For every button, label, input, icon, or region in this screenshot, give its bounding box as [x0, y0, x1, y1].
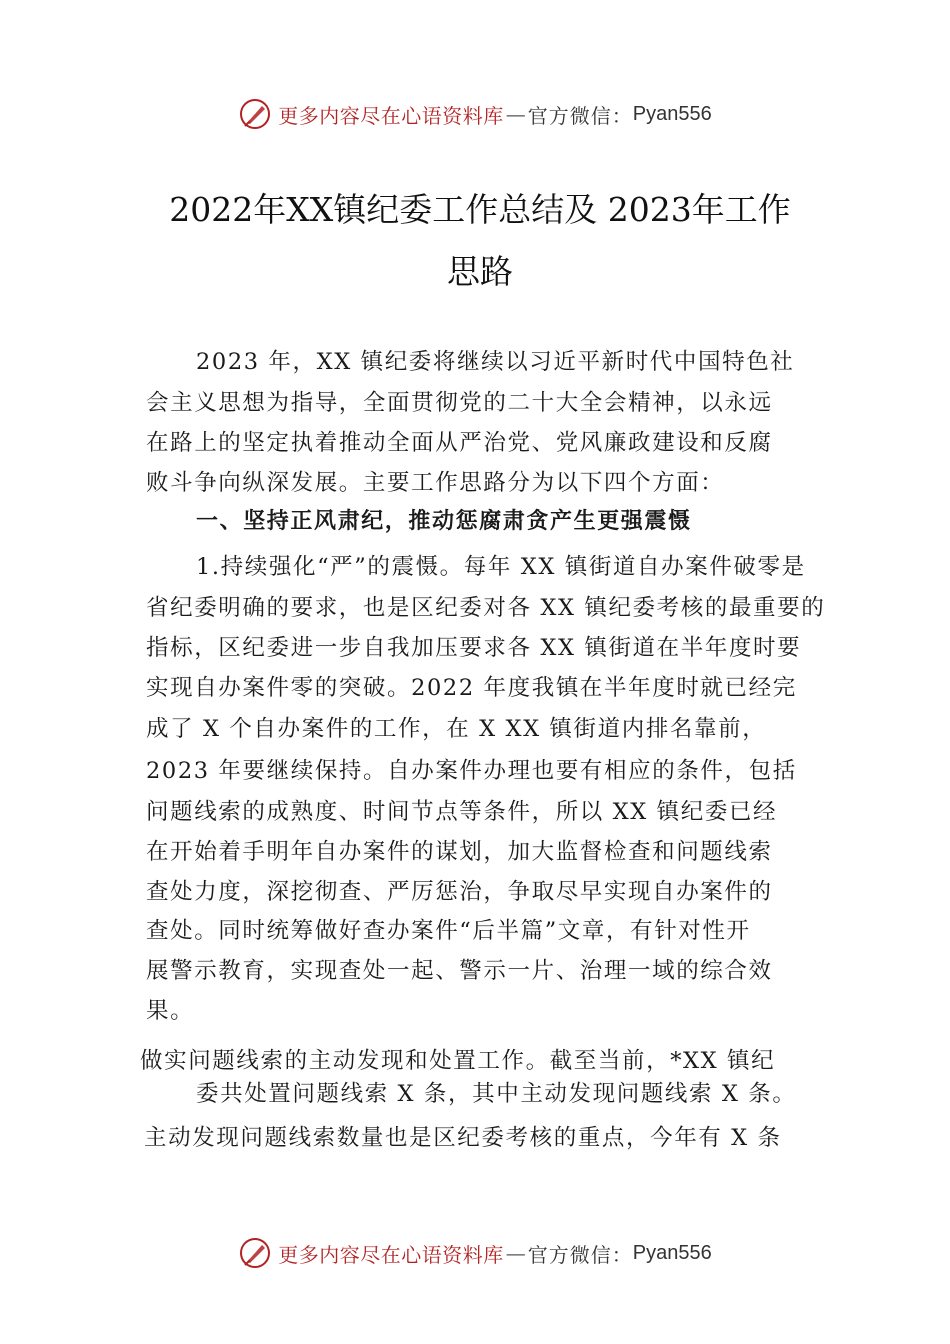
body-line: 1.持续强化“严”的震慑。每年 XX 镇街道自办案件破零是 — [196, 554, 806, 580]
body-line: 指标，区纪委进一步自我加压要求各 XX 镇街道在半年度时要 — [146, 635, 802, 661]
banner-dash: — — [505, 1241, 526, 1265]
body-line: 2023 年，XX 镇纪委将继续以习近平新时代中国特色社 — [196, 349, 795, 375]
body-line: 省纪委明确的要求，也是区纪委对各 XX 镇纪委考核的最重要的 — [146, 595, 826, 621]
body-line: 成了 X 个自办案件的工作，在 X XX 镇街道内排名靠前， — [146, 716, 767, 742]
banner-brand-text: 更多内容尽在心语资料库 — [278, 103, 504, 128]
body-line: 果。 — [146, 998, 195, 1024]
body-line: 主动发现问题线索数量也是区纪委考核的重点，今年有 X 条 — [144, 1125, 782, 1151]
body-line: 败斗争向纵深发展。主要工作思路分为以下四个方面： — [146, 470, 725, 496]
body-line: 实现自办案件零的突破。2022 年度我镇在半年度时就已经完 — [146, 675, 797, 701]
body-line: 查处力度，深挖彻查、严厉惩治，争取尽早实现自办案件的 — [146, 879, 773, 905]
banner-wechat-id: Pyan556 — [632, 1241, 712, 1264]
banner-wechat-id: Pyan556 — [632, 102, 712, 125]
banner-wechat-label: 官方微信： — [527, 1242, 633, 1267]
body-line: 展警示教育，实现查处一起、警示一片、治理一域的综合效 — [146, 958, 773, 984]
body-line: 问题线索的成熟度、时间节点等条件，所以 XX 镇纪委已经 — [146, 799, 778, 825]
body-line: 会主义思想为指导，全面贯彻党的二十大全会精神，以永远 — [146, 390, 773, 416]
header-watermark-banner — [0, 94, 950, 134]
body-line: 在开始着手明年自办案件的谋划，加大监督检查和问题线索 — [146, 839, 773, 865]
banner-brand-text: 更多内容尽在心语资料库 — [278, 1242, 504, 1267]
section-heading: 一、坚持正风肃纪，推动惩腐肃贪产生更强震慑 — [196, 509, 692, 534]
document-title-line-2: 思路 — [447, 252, 513, 291]
banner-wechat-label: 官方微信： — [527, 103, 633, 128]
body-line: 做实问题线索的主动发现和处置工作。截至当前，*XX 镇纪 — [140, 1048, 776, 1074]
quill-pen-logo-icon — [238, 97, 272, 131]
quill-pen-logo-icon — [238, 1236, 272, 1270]
banner-dash: — — [505, 102, 526, 126]
body-line: 2023 年要继续保持。自办案件办理也要有相应的条件，包括 — [146, 758, 797, 784]
document-title-line-1: 2022年XX镇纪委工作总结及 2023年工作 — [169, 190, 791, 229]
body-line: 在路上的坚定执着推动全面从严治党、党风廉政建设和反腐 — [146, 430, 773, 456]
body-line: 查处。同时统筹做好查办案件“后半篇”文章，有针对性开 — [146, 918, 751, 944]
footer-watermark-banner — [0, 1233, 950, 1273]
body-line: 委共处置问题线索 X 条，其中主动发现问题线索 X 条。 — [196, 1081, 797, 1107]
